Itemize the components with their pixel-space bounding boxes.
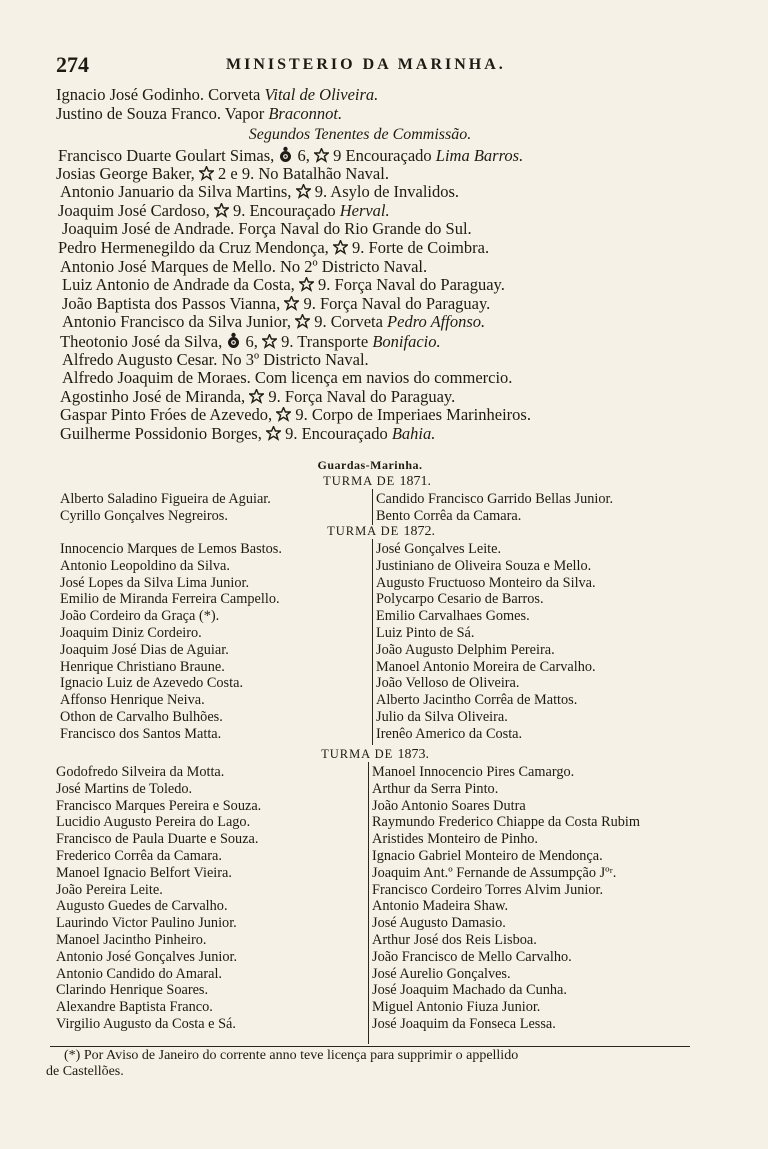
list-item: Francisco dos Santos Matta.	[60, 725, 222, 742]
decoration-number: 6,	[293, 146, 315, 165]
list-item: Alberto Saladino Figueira de Aguiar.	[60, 491, 271, 507]
turma-1873-heading	[310, 747, 440, 763]
officer-text: Ignacio José Godinho. Corveta	[56, 85, 265, 104]
turma-year: 1872.	[403, 524, 435, 539]
ship-name: Bonifacio.	[372, 332, 441, 351]
officer-posting: 9. Força Naval do Paraguay.	[313, 275, 505, 295]
list-item: Frederico Corrêa da Camara.	[56, 847, 222, 864]
turma-1873-left-column	[56, 764, 261, 1033]
star-medal-icon	[296, 184, 311, 199]
list-item: Alexandre Baptista Franco.	[56, 999, 213, 1016]
turma-1872-heading	[316, 524, 446, 540]
running-title: MINISTERIO DA MARINHA.	[226, 56, 506, 73]
star-medal-icon	[199, 166, 214, 181]
list-item: Joaquim José Dias de Aguiar.	[60, 641, 229, 658]
list-item: Emilio Carvalhaes Gomes.	[376, 608, 530, 625]
page-header	[56, 52, 716, 78]
turma-1873-right-column	[372, 764, 640, 1033]
list-item: Candido Francisco Garrido Bellas Junior.	[376, 491, 614, 507]
officer-posting: 9. Asylo de Invalidos.	[310, 182, 460, 202]
list-item: Othon de Carvalho Bulhões.	[60, 708, 223, 725]
list-item: José Aurelio Gonçalves.	[372, 965, 511, 982]
list-item: Arthur José dos Reis Lisboa.	[372, 931, 537, 948]
star-medal-icon	[214, 203, 229, 218]
ship-name: Bahia.	[391, 424, 436, 443]
officer-posting: 9. Força Naval do Paraguay.	[264, 386, 456, 406]
list-item: José Joaquim Machado da Cunha.	[372, 982, 567, 999]
section-heading-tenentes: Segundos Tenentes de Commissão.	[248, 126, 472, 143]
star-medal-icon	[276, 407, 291, 422]
list-item: Affonso Henrique Neiva.	[60, 692, 205, 709]
list-item: Antonio Candido do Amaral.	[56, 965, 222, 982]
order-badge-icon	[278, 146, 293, 163]
officer-name: Josias George Baker,	[56, 163, 199, 183]
ship-name: Braconnot.	[268, 104, 343, 123]
turma-year: 1873.	[397, 747, 429, 762]
list-item: Miguel Antonio Fiuza Junior.	[372, 999, 541, 1016]
list-item: Innocencio Marques de Lemos Bastos.	[60, 541, 282, 557]
list-item: João Pereira Leite.	[56, 881, 163, 898]
officer-posting: 9. Encouraçado	[228, 200, 340, 220]
officer-line	[60, 183, 459, 201]
star-medal-icon	[266, 426, 281, 441]
officer-name: Francisco Duarte Goulart Simas,	[58, 146, 279, 165]
list-item: Irenêo Americo da Costa.	[376, 725, 523, 742]
officer-line	[56, 165, 389, 183]
list-item: Lucidio Augusto Pereira do Lago.	[56, 814, 251, 831]
list-item: Francisco de Paula Duarte e Souza.	[56, 831, 259, 848]
officer-posting: 9. Corpo de Imperiaes Marinheiros.	[291, 405, 531, 425]
star-medal-icon	[295, 314, 310, 329]
turma-1871-left-column	[60, 491, 271, 525]
officer-name: Joaquim José Cardoso,	[58, 200, 214, 220]
officer-line	[58, 202, 390, 220]
officer-posting: 9. Transporte	[276, 332, 373, 351]
list-item: José Gonçalves Leite.	[376, 541, 502, 557]
officer-line	[62, 276, 505, 294]
officer-name: Theotonio José da Silva,	[60, 332, 227, 351]
list-item: Antonio Leopoldino da Silva.	[60, 557, 230, 574]
list-item: Joaquim Diniz Cordeiro.	[60, 624, 202, 641]
order-badge-icon	[226, 332, 241, 349]
officer-name: Antonio Januario da Silva Martins,	[60, 182, 296, 202]
list-item: Laurindo Victor Paulino Junior.	[56, 915, 237, 932]
list-item: Francisco Cordeiro Torres Alvim Junior.	[372, 881, 604, 898]
turma-1872-right-column	[376, 541, 596, 743]
officer-name: Agostinho José de Miranda,	[60, 386, 250, 406]
star-medal-icon	[314, 148, 329, 163]
list-item: João Antonio Soares Dutra	[372, 797, 526, 814]
decoration-number: 6,	[241, 332, 262, 351]
list-item: Manoel Innocencio Pires Camargo.	[372, 764, 575, 780]
officer-line	[60, 406, 531, 424]
officer-line	[62, 369, 512, 387]
ship-name: Pedro Affonso.	[387, 312, 486, 332]
footnote-line-2: de Castellões.	[46, 1064, 124, 1079]
officer-name: Pedro Hermenegildo da Cruz Mendonça,	[58, 238, 333, 257]
officer-line	[62, 220, 472, 238]
officer-line	[60, 258, 427, 276]
officer-posting: 9. Corveta	[310, 312, 388, 332]
column-divider	[372, 489, 373, 525]
officer-name: Luiz Antonio de Andrade da Costa,	[62, 275, 299, 295]
list-item: Luiz Pinto de Sá.	[376, 624, 475, 641]
star-medal-icon	[284, 296, 299, 311]
list-item: João Francisco de Mello Carvalho.	[372, 948, 572, 965]
officer-posting: 9. Forte de Coimbra.	[347, 238, 490, 257]
list-item: Henrique Christiano Braune.	[60, 658, 225, 675]
officer-text: Justino de Souza Franco. Vapor	[56, 104, 269, 123]
turma-label: TURMA DE	[321, 747, 398, 761]
list-item: Francisco Marques Pereira e Souza.	[56, 797, 262, 814]
officer-line	[60, 332, 441, 351]
list-item: Raymundo Frederico Chiappe da Costa Rubim	[372, 814, 641, 831]
star-medal-icon	[262, 334, 277, 349]
turma-label: TURMA DE	[323, 474, 400, 488]
officer-posting: 2 e 9. No Batalhão Naval.	[213, 163, 389, 183]
officer-name: Antonio José Marques de Mello. No 2º Districto Naval.	[60, 256, 428, 276]
section-heading-guardas: Guardas-Marinha.	[317, 458, 423, 472]
officer-name: João Baptista dos Passos Vianna,	[62, 293, 285, 313]
officer-line	[58, 146, 523, 165]
star-medal-icon	[333, 240, 348, 255]
officer-name: Guilherme Possidonio Borges,	[60, 424, 266, 443]
list-item: Emilio de Miranda Ferreira Campello.	[60, 591, 280, 608]
list-item: Manoel Ignacio Belfort Vieira.	[56, 864, 232, 881]
page-number: 274	[56, 52, 89, 77]
list-item: José Joaquim da Fonseca Lessa.	[372, 1015, 556, 1032]
list-item: Augusto Fructuoso Monteiro da Silva.	[376, 574, 596, 591]
officer-line	[56, 86, 378, 104]
list-item: Manoel Jacintho Pinheiro.	[56, 931, 207, 948]
list-item: José Lopes da Silva Lima Junior.	[60, 574, 250, 591]
star-medal-icon	[299, 277, 314, 292]
ship-name: Herval.	[339, 200, 390, 220]
turma-1871-heading	[312, 474, 442, 490]
officer-line	[56, 105, 342, 123]
officer-posting: 9. Encouraçado	[280, 424, 392, 443]
list-item: Alberto Jacintho Corrêa de Mattos.	[376, 692, 578, 709]
list-item: Julio da Silva Oliveira.	[376, 708, 508, 725]
turma-year: 1871.	[399, 474, 431, 489]
column-divider	[372, 539, 373, 745]
ship-name: Vital de Oliveira.	[264, 85, 379, 104]
officer-name: Antonio Francisco da Silva Junior,	[62, 312, 296, 332]
turma-1871-right-column	[376, 491, 613, 525]
turma-label: TURMA DE	[327, 524, 404, 538]
list-item: Aristides Monteiro de Pinho.	[372, 831, 538, 848]
footnote-rule	[50, 1046, 690, 1047]
list-item: Ignacio Gabriel Monteiro de Mendonça.	[372, 847, 603, 864]
officer-name: Joaquim José de Andrade. Força Naval do Rio Grande do Sul.	[62, 219, 472, 239]
list-item: Antonio José Gonçalves Junior.	[56, 948, 238, 965]
list-item: Godofredo Silveira da Motta.	[56, 764, 225, 780]
officer-name: Alfredo Joaquim de Moraes. Com licença em navios do commercio.	[62, 368, 513, 388]
officer-line	[62, 313, 485, 331]
list-item: Antonio Madeira Shaw.	[372, 898, 509, 915]
footnote-line-1: (*) Por Aviso de Janeiro do corrente anno teve licença para supprimir o appellido	[64, 1048, 519, 1063]
officer-name: Gaspar Pinto Fróes de Azevedo,	[60, 405, 277, 425]
turma-1872-left-column	[60, 541, 282, 743]
officer-line	[60, 388, 455, 406]
list-item: João Velloso de Oliveira.	[376, 675, 520, 692]
list-item: Arthur da Serra Pinto.	[372, 780, 499, 797]
star-medal-icon	[249, 389, 264, 404]
list-item: João Augusto Delphim Pereira.	[376, 641, 555, 658]
list-item: Manoel Antonio Moreira de Carvalho.	[376, 658, 596, 675]
list-item: Virgilio Augusto da Costa e Sá.	[56, 1015, 236, 1032]
column-divider	[368, 762, 369, 1044]
officer-line	[62, 295, 490, 313]
list-item: Bento Corrêa da Camara.	[376, 507, 522, 524]
list-item: José Martins de Toledo.	[56, 780, 193, 797]
officer-posting: 9. Força Naval do Paraguay.	[299, 293, 491, 313]
list-item: Justiniano de Oliveira Souza e Mello.	[376, 557, 592, 574]
officer-posting: 9 Encouraçado	[329, 146, 436, 165]
list-item: Augusto Guedes de Carvalho.	[56, 898, 228, 915]
officer-line	[62, 351, 369, 369]
list-item: Polycarpo Cesario de Barros.	[376, 591, 544, 608]
officer-name: Alfredo Augusto Cesar. No 3º Districto Naval.	[62, 349, 369, 369]
officer-line	[58, 239, 489, 257]
list-item: Clarindo Henrique Soares.	[56, 982, 209, 999]
list-item: Ignacio Luiz de Azevedo Costa.	[60, 675, 244, 692]
officer-line	[60, 425, 435, 443]
list-item: Cyrillo Gonçalves Negreiros.	[60, 507, 228, 524]
list-item: João Cordeiro da Graça (*).	[60, 608, 220, 625]
list-item: José Augusto Damasio.	[372, 915, 506, 932]
list-item: Joaquim Ant.º Fernande de Assumpção Jºʳ.	[372, 864, 617, 881]
ship-name: Lima Barros.	[435, 146, 524, 165]
